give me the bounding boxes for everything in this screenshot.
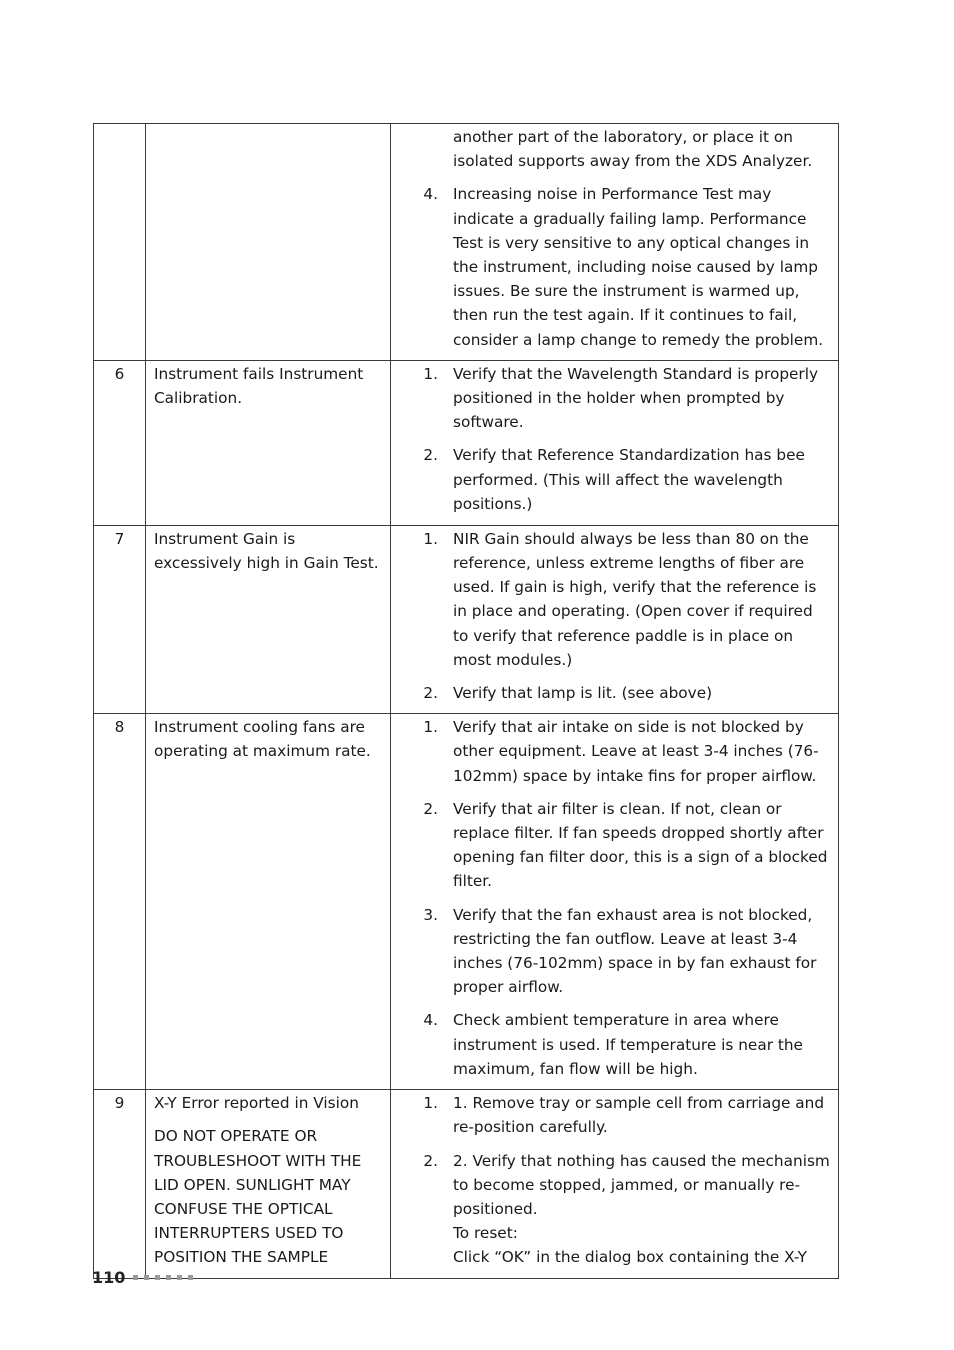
solution-number: 2. (423, 1151, 438, 1170)
solution-item (391, 681, 830, 705)
solution-text: Verify that Reference Standardization has bee performed. (This will affect the wavelength positions.) (453, 446, 805, 513)
solution-text: Verify that air intake on side is not blocked by other equipment. Leave at least 3-4 inches (76-102mm) space by intake fins for proper airflow. (453, 718, 819, 785)
solution-item (391, 797, 830, 894)
solution-number: 2. (423, 799, 438, 818)
solution-item (391, 1008, 830, 1081)
solution-cell (391, 1090, 839, 1278)
solution-item (391, 443, 830, 516)
troubleshooting-table (93, 123, 839, 1279)
solution-item (391, 715, 830, 788)
solution-number: 1. (423, 529, 438, 548)
row-number: 6 (94, 360, 146, 525)
solution-number: 1. (423, 1094, 438, 1113)
solution-number: 3. (423, 905, 438, 924)
solution-number: 4. (423, 185, 438, 204)
solution-item (391, 182, 830, 351)
footer-dot (188, 1275, 193, 1280)
table-row-continuation (94, 124, 839, 361)
problem-cell (146, 360, 391, 525)
solution-text: Verify that air filter is clean. If not, clean or replace filter. If fan speeds dropped shortly after opening fan filter door, this is a sign of a blocked filter. (453, 799, 828, 891)
solution-number: 4. (423, 1011, 438, 1030)
row-number: 9 (94, 1090, 146, 1278)
solution-number: 1. (423, 718, 438, 737)
solution-item (391, 903, 830, 1000)
page-number: 110 (92, 1268, 126, 1287)
problem-cell (146, 525, 391, 713)
solution-item (391, 527, 830, 672)
footer-dot (133, 1275, 138, 1280)
solution-item (391, 362, 830, 435)
row-number: 7 (94, 525, 146, 713)
problem-text: Instrument cooling fans are operating at maximum rate. (154, 718, 371, 761)
solution-cell (391, 360, 839, 525)
problem-text: X-Y Error reported in Vision (154, 1094, 359, 1113)
solution-text: Verify that the fan exhaust area is not blocked, restricting the fan outflow. Leave at least 3-4 inches (76-102mm) space in by fan exhaust for proper airflow. (453, 905, 817, 997)
footer-dot (144, 1275, 149, 1280)
solution-text: Verify that lamp is lit. (see above) (453, 684, 713, 703)
solution-text: NIR Gain should always be less than 80 on the reference, unless extreme lengths of fiber are used. If gain is high, verify that the reference is in place and operating. (Open cover if required to verify that reference paddle is in place on most modules.) (453, 529, 817, 669)
footer-dot (155, 1275, 160, 1280)
problem-cell (146, 124, 391, 361)
table-row-6 (94, 360, 839, 525)
footer-dot (177, 1275, 182, 1280)
warning-text: DO NOT OPERATE OR TROUBLESHOOT WITH THE LID OPEN. SUNLIGHT MAY CONFUSE THE OPTICAL INTERRUPTERS USED TO POSITION THE SAMPLE (154, 1127, 362, 1267)
footer-dots-decoration (133, 1275, 199, 1280)
solution-item (391, 1149, 830, 1270)
problem-text: Instrument fails Instrument Calibration. (154, 364, 364, 408)
solution-cell (391, 124, 839, 361)
problem-cell (146, 714, 391, 1090)
row-number: 8 (94, 714, 146, 1090)
solution-text: Increasing noise in Performance Test may indicate a gradually failing lamp. Performance Test is very sensitive to any optical changes in the instrument, including noise caused by lamp issues. Be sure the instrument is warmed up, then run the test again. If it continues to fail, consider a lamp change to remedy the problem. (453, 185, 824, 349)
problem-text: Instrument Gain is excessively high in Gain Test. (154, 529, 379, 573)
table-row-8 (94, 714, 839, 1090)
solution-text: Check ambient temperature in area where instrument is used. If temperature is near the maximum, fan flow will be high. (453, 1011, 803, 1078)
footer-dot (166, 1275, 171, 1280)
solution-item (391, 1091, 830, 1139)
solution-number: 2. (423, 684, 438, 703)
row-number-cell (94, 124, 146, 361)
solution-text: Verify that the Wavelength Standard is properly positioned in the holder when prompted by software. (453, 364, 819, 432)
table-row-9 (94, 1090, 839, 1278)
solution-cell (391, 525, 839, 713)
solution-number: 2. (423, 446, 438, 465)
continued-text: another part of the laboratory, or place it on isolated supports away from the XDS Analyzer. (453, 128, 813, 171)
table-row-7 (94, 525, 839, 713)
solution-cell (391, 714, 839, 1090)
problem-cell (146, 1090, 391, 1278)
solution-text: 2. Verify that nothing has caused the mechanism to become stopped, jammed, or manually re-positioned. To reset: Click “OK” in the dialog box containing the X-Y (453, 1151, 830, 1267)
page-footer (92, 1268, 199, 1287)
solution-text: 1. Remove tray or sample cell from carriage and re-position carefully. (453, 1094, 825, 1137)
solution-number: 1. (423, 364, 438, 383)
